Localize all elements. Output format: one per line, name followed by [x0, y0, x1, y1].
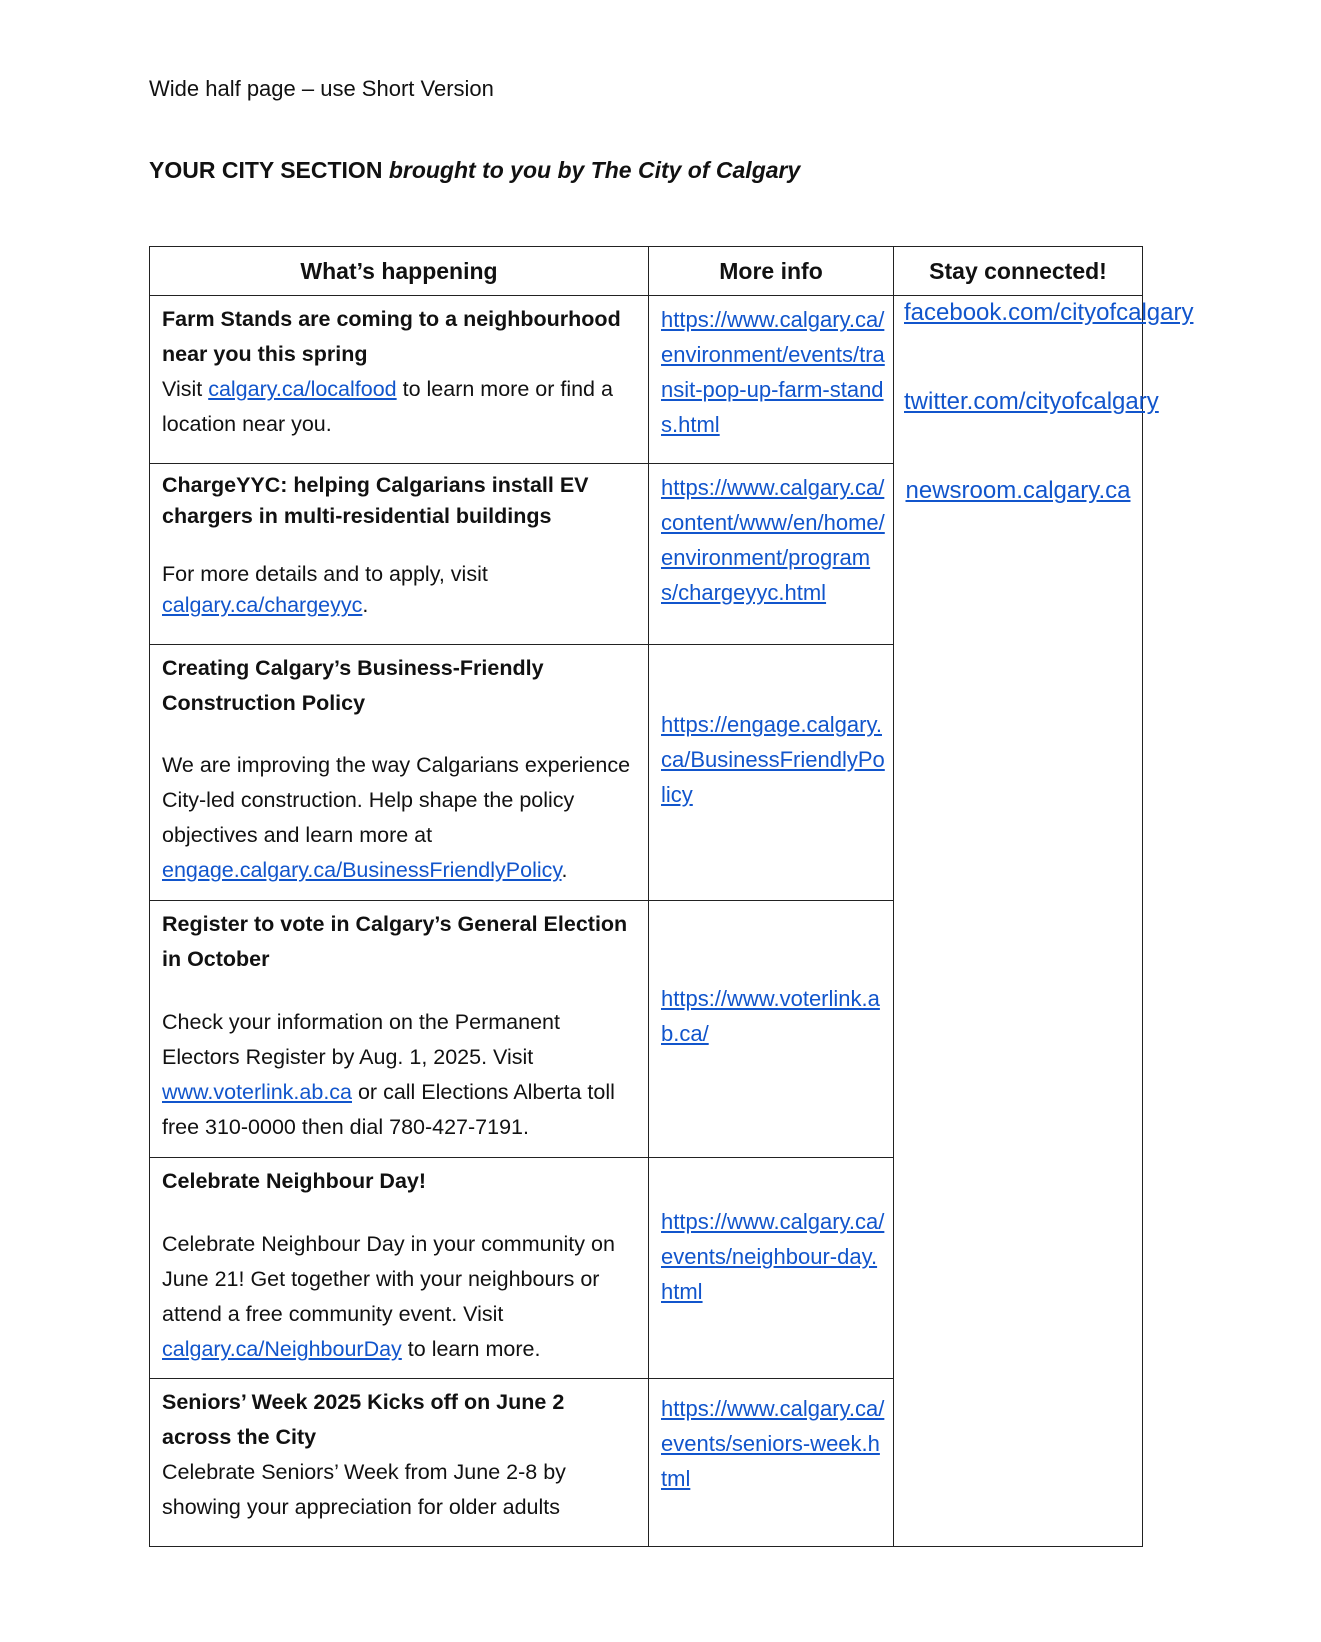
- event-link[interactable]: calgary.ca/NeighbourDay: [162, 1337, 402, 1361]
- heading-bold: YOUR CITY SECTION: [149, 157, 389, 183]
- info-link[interactable]: https://www.calgary.ca/environment/events/transit-pop-up-farm-stands.html: [661, 307, 885, 437]
- events-table: [149, 246, 1194, 1547]
- event-body: For more details and to apply, visit calgary.ca/chargeyyc.: [162, 562, 488, 617]
- info-cell: [649, 464, 894, 645]
- event-body: Celebrate Seniors’ Week from June 2-8 by showing your appreciation for older adults: [162, 1460, 566, 1519]
- event-title: Celebrate Neighbour Day!: [162, 1169, 427, 1193]
- event-link[interactable]: calgary.ca/chargeyyc: [162, 593, 363, 617]
- table-row: [150, 296, 1143, 464]
- header-whats-happening: What’s happening: [150, 247, 649, 296]
- event-cell: [150, 296, 649, 464]
- header-stay-connected: Stay connected!: [894, 247, 1143, 296]
- info-link[interactable]: https://www.calgary.ca/events/neighbour-day.html: [661, 1209, 885, 1304]
- document-note: Wide half page – use Short Version: [149, 76, 494, 101]
- event-body: Check your information on the Permanent Electors Register by Aug. 1, 2025. Visit www.voterlink.ab.ca or call Elections Alberta toll free 310-0000 then dial 780-427-7191.: [162, 1010, 615, 1139]
- event-link[interactable]: www.voterlink.ab.ca: [162, 1080, 352, 1104]
- event-cell: [150, 645, 649, 901]
- table-header-row: [150, 247, 1143, 296]
- info-cell: [649, 645, 894, 901]
- info-cell: [649, 296, 894, 464]
- info-cell: [649, 1158, 894, 1379]
- info-cell: [649, 901, 894, 1158]
- facebook-link[interactable]: facebook.com/cityofcalgary: [904, 299, 1194, 326]
- event-cell: [150, 1158, 649, 1379]
- info-cell: [649, 1379, 894, 1547]
- event-cell: [150, 901, 649, 1158]
- newsroom-link[interactable]: newsroom.calgary.ca: [905, 477, 1131, 504]
- section-heading: [149, 157, 800, 184]
- event-link[interactable]: engage.calgary.ca/BusinessFriendlyPolicy: [162, 858, 562, 882]
- stay-connected-cell: [894, 296, 1194, 1547]
- event-body: Visit calgary.ca/localfood to learn more or find a location near you.: [162, 377, 613, 436]
- event-title: Register to vote in Calgary’s General Election in October: [162, 912, 628, 971]
- info-link[interactable]: https://www.calgary.ca/content/www/en/home/environment/programs/chargeyyc.html: [661, 475, 885, 605]
- info-link[interactable]: https://www.calgary.ca/events/seniors-week.html: [661, 1396, 885, 1491]
- event-title: ChargeYYC: helping Calgarians install EV chargers in multi-residential buildings: [162, 473, 589, 528]
- info-link[interactable]: https://www.voterlink.ab.ca/: [661, 986, 880, 1046]
- event-cell: [150, 464, 649, 645]
- event-title: Seniors’ Week 2025 Kicks off on June 2 across the City: [162, 1390, 565, 1449]
- header-more-info: More info: [649, 247, 894, 296]
- info-link[interactable]: https://engage.calgary.ca/BusinessFriendlyPolicy: [661, 712, 885, 807]
- event-body: We are improving the way Calgarians experience City-led construction. Help shape the policy objectives and learn more at engage.calgary.ca/BusinessFriendlyPolicy.: [162, 753, 631, 882]
- event-cell: [150, 1379, 649, 1547]
- event-link[interactable]: calgary.ca/localfood: [208, 377, 397, 401]
- event-title: Creating Calgary’s Business-Friendly Construction Policy: [162, 656, 544, 715]
- twitter-link[interactable]: twitter.com/cityofcalgary: [904, 388, 1159, 415]
- heading-italic: brought to you by The City of Calgary: [388, 157, 801, 183]
- event-title: Farm Stands are coming to a neighbourhood near you this spring: [162, 307, 621, 366]
- event-body: Celebrate Neighbour Day in your community on June 21! Get together with your neighbours or attend a free community event. Visit calgary.ca/NeighbourDay to learn more.: [162, 1232, 615, 1361]
